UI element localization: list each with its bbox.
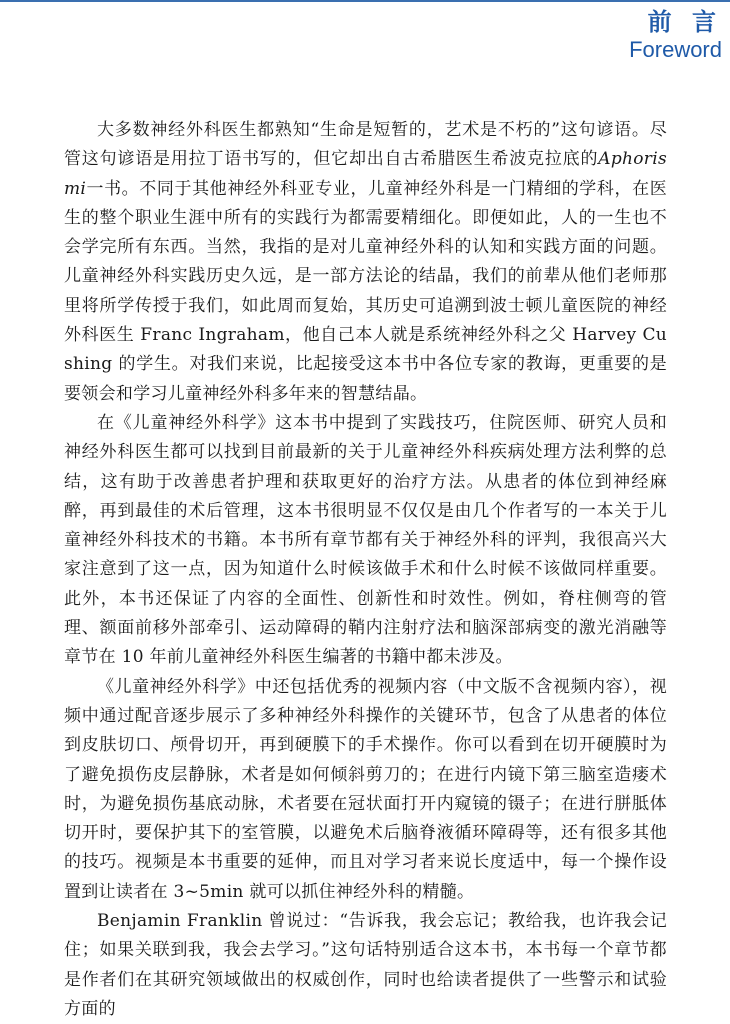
section-title-english: Foreword <box>629 37 722 62</box>
body-text <box>64 116 667 1024</box>
paragraph-3: 《儿童神经外科学》中还包括优秀的视频内容（中文版不含视频内容），视频中通过配音逐步展示了多种神经外科操作的关键环节，包含了从患者的体位到皮肤切口、颅骨切开，再到硬膜下的手术操作。你可以看到在切开硬膜时为了避免损伤皮层静脉，术者是如何倾斜剪刀的；在进行内镜下第三脑室造瘘术时，为避免损伤基底动脉，术者要在冠状面打开内窥镜的镊子；在进行胼胝体切开时，要保护其下的室管膜，以避免术后脑脊液循环障碍等，还有很多其他的技巧。视频是本书重要的延伸，而且对学习者来说长度适中，每一个操作设置到让读者在 3~5min 就可以抓住神经外科的精髓。 <box>64 676 667 902</box>
paragraph-4: Benjamin Franklin 曾说过：“告诉我，我会忘记；教给我，也许我会记住；如果关联到我，我会去学习。”这句话特别适合这本书，本书每一个章节都是作者们在其研究领域做出的权威创作，同时也给读者提供了一些警示和试验方面的 <box>64 911 667 1019</box>
paragraph-1 <box>64 116 667 409</box>
section-title-chinese: 前 言 <box>647 8 722 36</box>
paragraph-1-italic-title: Aphorismi <box>64 149 667 199</box>
paragraph-1-text-a: 大多数神经外科医生都熟知“生命是短暂的，艺术是不朽的”这句谚语。尽管这句谚语是用拉丁语书写的，但它却出自古希腊医生希波克拉底的 <box>64 120 667 170</box>
paragraph-1-text-b: 一书。不同于其他神经外科亚专业，儿童神经外科是一门精细的学科，在医生的整个职业生涯中所有的实践行为都需要精细化。即便如此，人的一生也不会学完所有东西。当然，我指的是对儿童神经外科的认知和实践方面的问题。儿童神经外科实践历史久远，是一部方法论的结晶，我们的前辈从他们老师那里将所学传授于我们，如此周而复始，其历史可追溯到波士顿儿童医院的神经外科医生 Franc Ingraham，他自己本人就是系统神经外科之父 Harvey Cushing 的学生。对我们来说，比起接受这本书中各位专家的教诲，更重要的是要领会和学习儿童神经外科多年来的智慧结晶。 <box>64 178 667 404</box>
page-header <box>629 8 722 62</box>
paragraph-2: 在《儿童神经外科学》这本书中提到了实践技巧，住院医师、研究人员和神经外科医生都可以找到目前最新的关于儿童神经外科疾病处理方法利弊的总结，这有助于改善患者护理和获取更好的治疗方法。从患者的体位到神经麻醉，再到最佳的术后管理，这本书很明显不仅仅是由几个作者写的一本关于儿童神经外科技术的书籍。本书所有章节都有关于神经外科的评判，我很高兴大家注意到了这一点，因为知道什么时候该做手术和什么时候不该做同样重要。此外，本书还保证了内容的全面性、创新性和时效性。例如，脊柱侧弯的管理、额面前移外部牵引、运动障碍的鞘内注射疗法和脑深部病变的激光消融等章节在 10 年前儿童神经外科医生编著的书籍中都未涉及。 <box>64 412 667 668</box>
top-rule <box>0 0 730 2</box>
